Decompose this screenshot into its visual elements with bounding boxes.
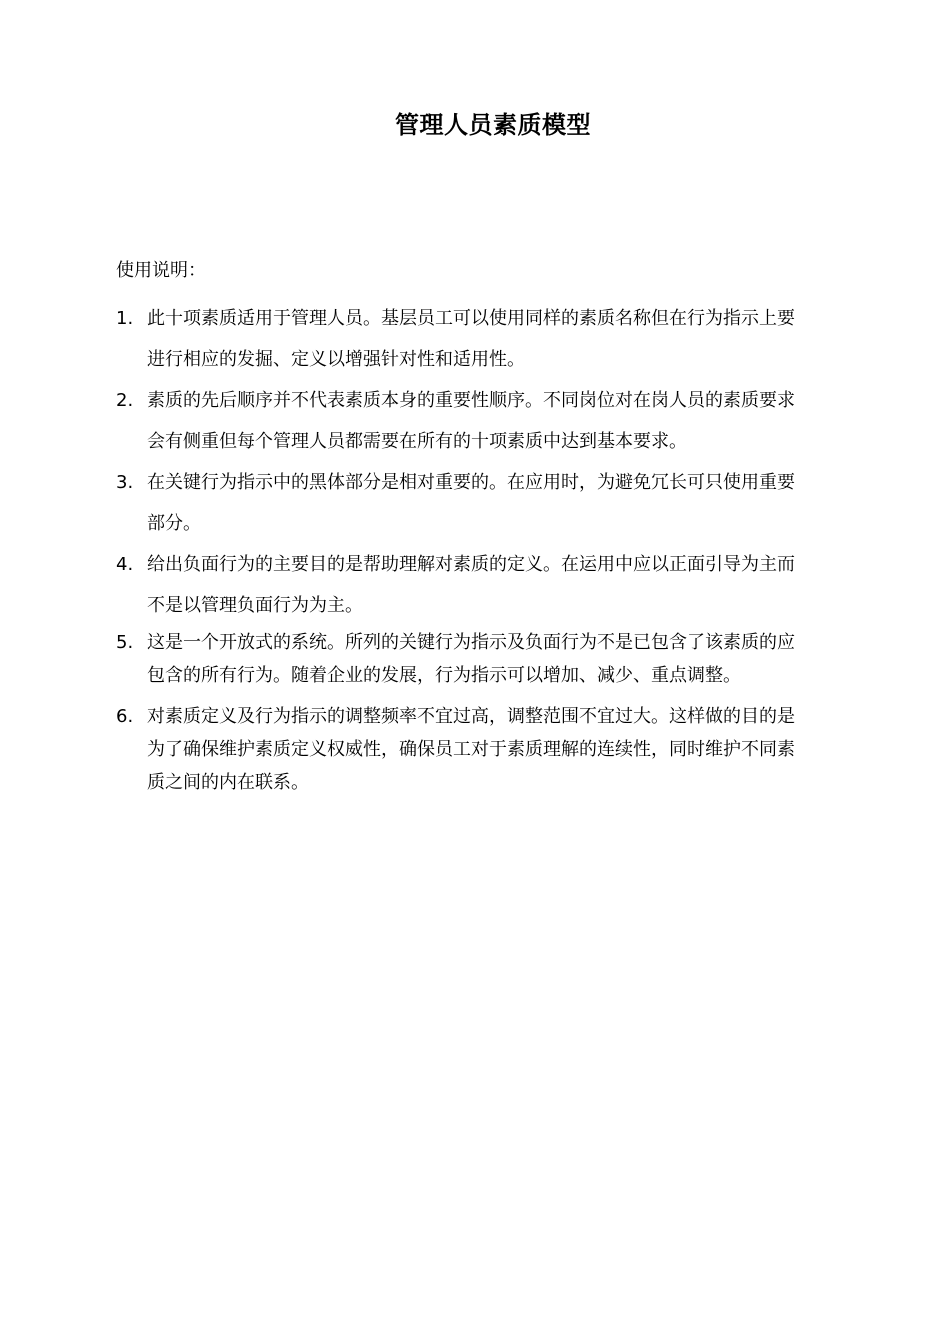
list-item [116,462,886,544]
list-item-text-line: 素质的先后顺序并不代表素质本身的重要性顺序。不同岗位对在岗人员的素质要求 [147,390,795,411]
list-item-text-line: 部分。 [147,513,201,534]
list-item-text-line: 包含的所有行为。随着企业的发展，行为指示可以增加、减少、重点调整。 [147,665,741,686]
list-item [116,298,886,380]
list-item-text-line: 进行相应的发掘、定义以增强针对性和适用性。 [147,349,525,370]
page-title: 管理人员素质模型 [395,111,591,139]
list-item-number: 1. [116,308,134,329]
list-item [116,700,886,799]
usage-instructions-label: 使用说明： [116,260,206,281]
list-item-number: 3. [116,472,134,493]
list-item-text-line: 此十项素质适用于管理人员。基层员工可以使用同样的素质名称但在行为指示上要 [147,308,795,329]
list-item-number: 4. [116,554,134,575]
list-item-number: 6. [116,706,134,727]
list-item-text-line: 给出负面行为的主要目的是帮助理解对素质的定义。在运用中应以正面引导为主而 [147,554,795,575]
list-item-text-line: 这是一个开放式的系统。所列的关键行为指示及负面行为不是已包含了该素质的应 [147,632,795,653]
list-item-text-line: 不是以管理负面行为为主。 [147,595,363,616]
list-item-number: 5. [116,632,134,653]
list-item-text-line: 质之间的内在联系。 [147,772,309,793]
list-item [116,626,886,692]
list-item-number: 2. [116,390,134,411]
list-item-text-line: 会有侧重但每个管理人员都需要在所有的十项素质中达到基本要求。 [147,431,687,452]
list-item-text-line: 在关键行为指示中的黑体部分是相对重要的。在应用时，为避免冗长可只使用重要 [147,472,795,493]
list-item [116,544,886,626]
list-item-text-line: 对素质定义及行为指示的调整频率不宜过高，调整范围不宜过大。这样做的目的是 [147,706,795,727]
list-item [116,380,886,462]
list-item-text-line: 为了确保维护素质定义权威性，确保员工对于素质理解的连续性，同时维护不同素 [147,739,795,760]
